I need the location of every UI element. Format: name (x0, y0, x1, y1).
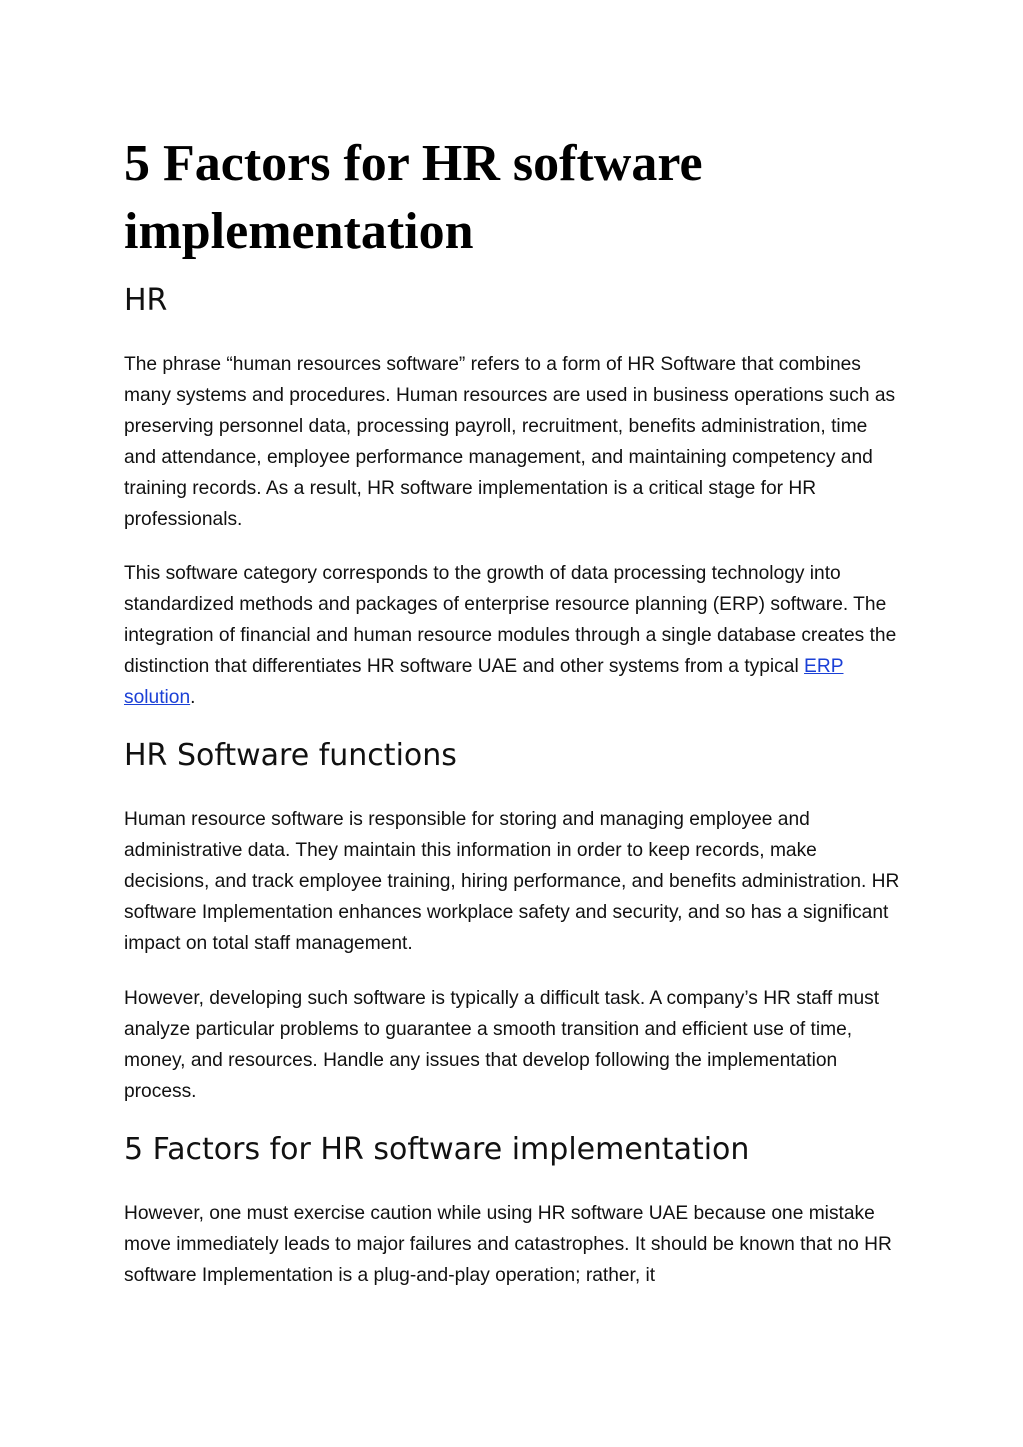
caution-paragraph: However, one must exercise caution while using HR software UAE because one mistake move immediately leads to major failures and catastrophes. It should be known that no HR software Implementation is a plug-and-play operation; rather, it (124, 1203, 892, 1286)
intro-paragraph: The phrase “human resources software” refers to a form of HR Software that combines many systems and procedures. Human resources are used in business operations such as preserving personnel data, processing payroll, recruitment, benefits administration, time and attendance, employee performance management, and maintaining competency and training records. As a result, HR software implementation is a critical stage for HR professionals. (124, 354, 896, 530)
erp-paragraph (124, 558, 904, 713)
document-title: 5 Factors for HR software implementation (124, 135, 703, 260)
factors-heading: 5 Factors for HR software implementation (124, 1132, 750, 1167)
erp-paragraph-end: . (190, 687, 196, 708)
functions-paragraph: Human resource software is responsible for storing and managing employee and administrative data. They maintain this information in order to keep records, make decisions, and track employee training, hiring performance, and benefits administration. HR software Implementation enhances workplace safety and security, and so has a significant impact on total staff management. (124, 809, 900, 954)
erp-solution-link[interactable]: ERP solution (124, 656, 844, 708)
challenges-paragraph: However, developing such software is typically a difficult task. A company’s HR staff must analyze particular problems to guarantee a smooth transition and efficient use of time, money, and resources. Handle any issues that develop following the implementation process. (124, 988, 880, 1102)
functions-heading: HR Software functions (124, 738, 457, 773)
category-heading: HR (124, 283, 168, 318)
erp-paragraph-text: This software category corresponds to the growth of data processing technology into standardized methods and packages of enterprise resource planning (ERP) software. The integration of financial and human resource modules through a single database creates the distinction that differentiates HR software UAE and other systems from a typical (124, 563, 897, 677)
